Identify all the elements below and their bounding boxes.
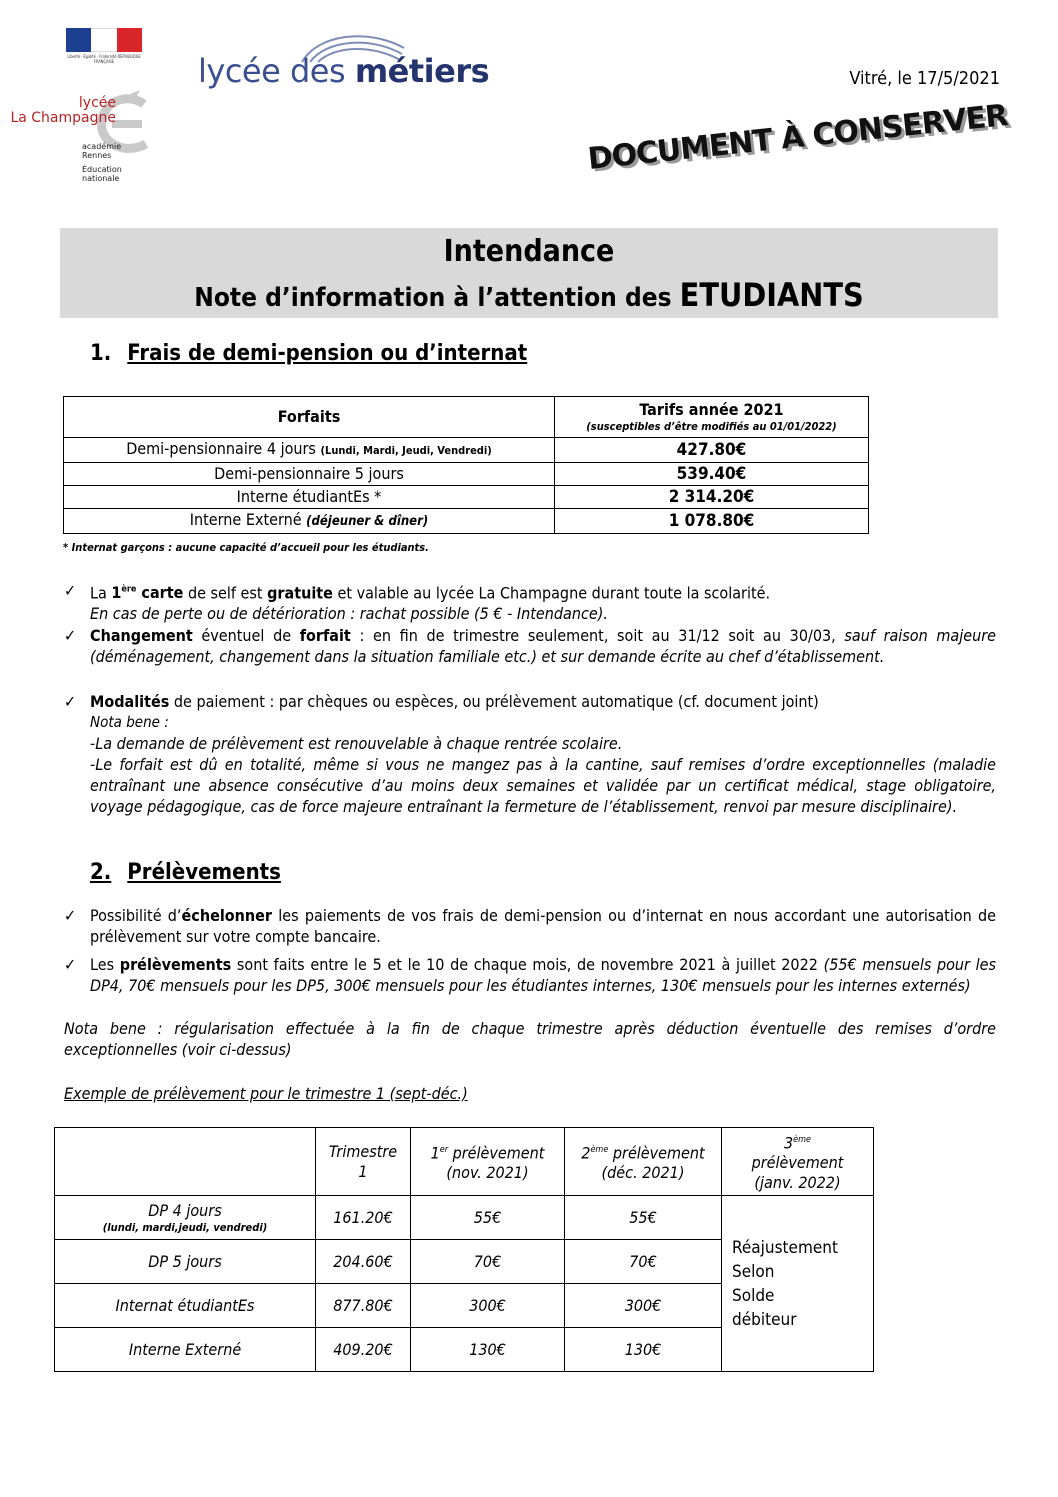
bullet-modalites — [64, 691, 996, 817]
section-1-label: Frais de demi-pension ou d’internat — [127, 341, 528, 366]
tarifs-header-sub: (susceptibles d’être modifiés au 01/01/2022) — [586, 420, 837, 433]
tarif-cell: 427.80€ — [555, 438, 869, 463]
section-1-heading — [90, 341, 527, 366]
trim-cell: 409.20€ — [316, 1328, 411, 1372]
bullet-text: sont faits entre le 5 et le 10 de chaque mois, de novembre 2021 à juillet 2022 — [231, 955, 824, 974]
trim-cell: 204.60€ — [316, 1240, 411, 1284]
bullet-text: et valable au lycée La Champagne durant toute la scolarité. — [332, 583, 771, 603]
check-icon: ✓ — [64, 692, 77, 711]
reaj-line: débiteur — [732, 1309, 797, 1330]
bullet-prelevements — [64, 954, 996, 996]
forfait-cell — [64, 463, 555, 486]
p1-cell: 55€ — [411, 1196, 565, 1240]
bullet-italic: sauf raison majeure (déménagement, changement dans la situation familiale etc.) et sur demande écrite au chef d’établissement. — [90, 626, 997, 666]
bullet-subtext: En cas de perte ou de détérioration : rachat possible (5 € - Intendance). — [90, 604, 608, 624]
bullet-echelonner — [64, 905, 996, 947]
section-2-label: Prélèvements — [127, 860, 281, 885]
table-row — [55, 1196, 874, 1240]
tarif-cell: 2 314.20€ — [555, 486, 869, 509]
col-header-p3 — [722, 1128, 874, 1196]
p1-cell: 70€ — [411, 1240, 565, 1284]
bullet-strong: Modalités — [90, 692, 170, 711]
forfait-label: Interne Externé — [189, 510, 307, 529]
col-header-trimestre — [316, 1128, 411, 1196]
trim-cell: 877.80€ — [316, 1284, 411, 1328]
forfait-cell — [64, 509, 555, 534]
bullet-strong: Changement — [90, 626, 193, 645]
logo-word-champagne: La Champagne — [10, 110, 116, 126]
label-cell — [55, 1196, 316, 1240]
bullet-text: Les — [90, 955, 120, 974]
bullet-strong — [111, 583, 183, 602]
p2-cell: 130€ — [565, 1328, 722, 1372]
table-row — [64, 486, 869, 509]
p1-cell: 130€ — [411, 1328, 565, 1372]
bullet-text: La — [90, 583, 112, 603]
logo-line: nationale — [82, 174, 120, 183]
conserver-stamp — [570, 98, 1009, 212]
header-text: (déc. 2021) — [601, 1163, 685, 1183]
lycee-des-metiers-logo — [198, 28, 490, 98]
forfait-label: Demi-pensionnaire 5 jours — [214, 464, 404, 483]
header-text: 1 — [358, 1161, 368, 1181]
p1-cell: 300€ — [411, 1284, 565, 1328]
document-date: Vitré, le 17/5/2021 — [849, 68, 1000, 89]
bullet-changement-forfait — [64, 625, 996, 667]
label-cell: DP 5 jours — [55, 1240, 316, 1284]
bullet-text: de self est — [183, 583, 268, 603]
bullet-strong-word: carte — [136, 583, 184, 603]
forfait-label: Demi-pensionnaire 4 jours — [126, 439, 321, 458]
empty-header-cell — [55, 1128, 316, 1196]
header-text: prélèvement — [608, 1143, 705, 1163]
table-row — [64, 463, 869, 486]
tarif-cell: 539.40€ — [555, 463, 869, 486]
bullet-strong: prélèvements — [119, 955, 232, 974]
table-header-row — [55, 1128, 874, 1196]
check-icon: ✓ — [64, 581, 77, 600]
trim-cell: 161.20€ — [316, 1196, 411, 1240]
example-title: Exemple de prélèvement pour le trimestre 1 (sept-déc.) — [64, 1084, 468, 1103]
check-icon: ✓ — [64, 955, 77, 974]
bullet-strong-num: 1 — [111, 583, 122, 603]
reaj-line: Solde — [732, 1285, 775, 1306]
bullet-italic: (55€ mensuels pour les DP4, 70€ mensuels pour les DP5, 300€ mensuels pour les étudiantes internes, 130€ mensuels pour les internes externés) — [90, 955, 997, 995]
forfait-cell — [64, 438, 555, 463]
header-text: (nov. 2021) — [446, 1163, 529, 1183]
table-row — [64, 509, 869, 534]
header-text: 3 — [783, 1133, 794, 1153]
tarifs-header-text: Tarifs année 2021 — [639, 400, 784, 419]
bullet-text: de paiement : par chèques ou espèces, ou prélèvement automatique (cf. document joint) — [169, 692, 819, 711]
header-text: prélèvement — [751, 1153, 844, 1173]
tarifs-table — [63, 396, 869, 534]
table-header-row — [64, 397, 869, 438]
nota-bene-line: -La demande de prélèvement est renouvelable à chaque rentrée scolaire. — [90, 734, 623, 753]
section-2-heading — [90, 860, 281, 885]
table-row — [64, 438, 869, 463]
nota-bene-label: Nota bene : — [90, 713, 169, 731]
page-title: Intendance — [443, 234, 615, 269]
reaj-line: Réajustement — [732, 1237, 838, 1258]
label-cell: Internat étudiantEs — [55, 1284, 316, 1328]
p2-cell: 70€ — [565, 1240, 722, 1284]
p2-cell: 55€ — [565, 1196, 722, 1240]
header-text: 2 — [581, 1143, 591, 1163]
col-header-forfaits: Forfaits — [64, 397, 555, 438]
republique-logo — [66, 28, 142, 72]
header-sup: ème — [793, 1135, 811, 1145]
forfait-note: (déjeuner & dîner) — [306, 514, 429, 529]
logo-line: Rennes — [82, 151, 112, 160]
bullet-strong: gratuite — [267, 583, 333, 603]
header-text: 1 — [430, 1143, 440, 1163]
stamp-text: DOCUMENT À CONSERVER — [586, 98, 1009, 177]
reajustement-cell — [722, 1196, 874, 1372]
table-footnote: * Internat garçons : aucune capacité d’accueil pour les étudiants. — [63, 541, 429, 554]
nota-bene-section2: Nota bene : régularisation effectuée à la fin de chaque trimestre après déduction éventuelle des remises d’ordre exceptionnelles (voir ci-dessus) — [64, 1019, 996, 1059]
logo-line: académie — [82, 142, 122, 151]
bullet-sup: ère — [121, 585, 137, 595]
bullet-text: : en fin de trimestre seulement, soit au 31/12 soit au 30/03, — [350, 626, 845, 645]
col-header-tarifs — [555, 397, 869, 438]
row-label: DP 4 jours — [148, 1201, 222, 1221]
header-text: (janv. 2022) — [754, 1173, 841, 1193]
lycee-la-champagne-logo — [10, 90, 162, 190]
header-text: Trimestre — [328, 1141, 398, 1161]
reaj-line: Selon — [732, 1261, 775, 1282]
section-1-number: 1. — [90, 341, 112, 366]
bullet-strong: échelonner — [181, 906, 273, 925]
label-cell: Interne Externé — [55, 1328, 316, 1372]
header-text: prélèvement — [448, 1143, 545, 1163]
subtitle-emphasis: ETUDIANTS — [679, 276, 864, 314]
bullet-text: les paiements de vos frais de demi-pension ou d’internat en nous accordant une autorisation de prélèvement sur votre compte bancaire. — [90, 906, 996, 946]
check-icon: ✓ — [64, 906, 77, 925]
header-sup: ème — [590, 1145, 609, 1155]
page-subtitle — [60, 276, 998, 314]
prelevements-table — [54, 1127, 874, 1372]
bullet-carte-self — [64, 580, 996, 624]
col-header-p1 — [411, 1128, 565, 1196]
forfait-note: (Lundi, Mardi, Jeudi, Vendredi) — [320, 444, 492, 457]
title-band — [60, 228, 998, 318]
nota-bene-line: -Le forfait est dû en totalité, même si vous ne mangez pas à la cantine, sauf remises d’ordre exceptionnelles (maladie entraînant une absence consécutive d’au moins deux semaines et validée par un certificat médical, stage obligatoire, voyage pédagogique, cas de force majeure entraînant la fermeture de l’établissement, renvoi par mesure disciplinaire). — [90, 755, 996, 816]
row-sublabel: (lundi, mardi,jeudi, vendredi) — [102, 1221, 268, 1235]
republique-caption: Liberté · Égalité · Fraternité RÉPUBLIQUE FRANÇAISE — [67, 54, 141, 64]
logo-word-lycee: lycée — [78, 95, 116, 111]
check-icon: ✓ — [64, 626, 77, 645]
logo-metiers-part1: lycée des — [198, 52, 355, 90]
forfait-cell — [64, 486, 555, 509]
section-2-number: 2. — [90, 860, 112, 885]
subtitle-prefix: Note d’information à l’attention des — [194, 283, 680, 313]
header-sup: er — [439, 1145, 449, 1155]
logo-line: Éducation — [82, 165, 122, 174]
col-header-p2 — [565, 1128, 722, 1196]
bullet-text: éventuel de — [192, 626, 300, 645]
logo-metiers-part2: métiers — [354, 52, 490, 90]
bullet-strong: forfait — [299, 626, 351, 645]
bullet-text: Possibilité d’ — [90, 906, 182, 925]
forfait-label: Interne étudiantEs * — [236, 487, 382, 506]
tarif-cell: 1 078.80€ — [555, 509, 869, 534]
p2-cell: 300€ — [565, 1284, 722, 1328]
